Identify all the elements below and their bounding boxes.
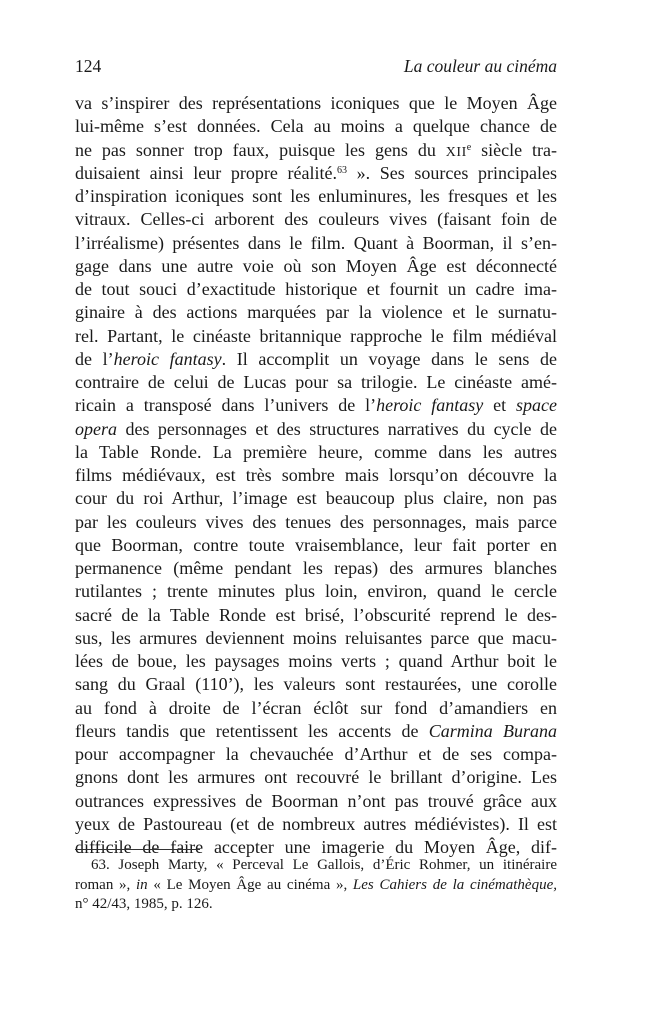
body-line: de tout souci d’exactitude historique et fournit un cadre ima- — [75, 279, 557, 299]
footnote-63-line — [75, 876, 557, 896]
running-header — [75, 56, 557, 80]
body-line: fleurs tandis que retentissent les accents de Carmina Burana — [75, 720, 557, 741]
body-text — [75, 92, 557, 859]
body-line: permanence (même pendant les repas) des armures blanches — [75, 558, 557, 578]
body-line: pour accompagner la chevauchée d’Arthur et de ses compa- — [75, 744, 557, 764]
footnote-separator — [75, 849, 200, 850]
body-line: films médiévaux, est très sombre mais lorsqu’on découvre la — [75, 465, 557, 485]
body-line: sus, les armures deviennent moins reluisantes parce que macu- — [75, 627, 557, 648]
body-line: yeux de Pastoureau (et de nombreux autres médiévistes). Il est — [75, 813, 557, 834]
body-line: au fond à droite de l’écran éclôt sur fond d’amandiers en — [75, 697, 557, 718]
body-line: ginaire à des actions marquées par la violence et le surnatu- — [75, 302, 557, 323]
body-line: vitraux. Celles-ci arborent des couleurs vives (faisant foin de — [75, 209, 557, 230]
body-line: l’irréalisme) présentes dans le film. Quant à Boorman, il s’en- — [75, 232, 557, 253]
body-line: la Table Ronde. La première heure, comme dans les autres — [75, 441, 557, 462]
body-line: va s’inspirer des représentations iconiques que le Moyen Âge — [75, 93, 557, 113]
body-line: ricain a transposé dans l’univers de l’heroic fantasy et space — [75, 395, 558, 416]
body-line: gnons dont les armures ont recouvré le brillant d’origine. Les — [75, 767, 557, 788]
body-line: par les couleurs vives des tenues des personnages, mais parce — [75, 511, 557, 532]
body-line: rutilantes ; trente minutes plus loin, environ, quand le cercle — [75, 581, 557, 602]
body-line: ne pas sonner trop faux, puisque les gens du XIIe siècle tra- — [75, 139, 557, 160]
body-line: lui-même s’est données. Cela au moins a quelque chance de — [75, 116, 557, 137]
body-line: sacré de la Table Ronde est brisé, l’obscurité reprend le des- — [75, 604, 557, 625]
footnotes — [75, 856, 557, 915]
body-line: lées de boue, les paysages moins verts ; quand Arthur boit le — [75, 651, 557, 671]
body-line: gage dans une autre voie où son Moyen Âge est déconnecté — [75, 255, 557, 276]
body-line: opera des personnages et des structures narratives du cycle de — [75, 418, 557, 439]
body-line: d’inspiration iconiques sont les enluminures, les fresques et les — [75, 186, 557, 206]
body-line: sang du Graal (110’), les valeurs sont restaurées, une corolle — [75, 674, 557, 695]
body-line: duisaient ainsi leur propre réalité.$^{63}$ ». Ses sources principales — [75, 162, 557, 183]
body-line: contraire de celui de Lucas pour sa trilogie. Le cinéaste amé- — [75, 372, 557, 392]
footnote-journal-title: Les Cahiers de la cinémathèque, — [352, 876, 557, 893]
footnote-text: roman », — [75, 876, 136, 893]
body-line: cour du roi Arthur, l’image est beaucoup plus claire, non pas — [75, 488, 557, 509]
body-line: rel. Partant, le cinéaste britannique rapproche le film médiéval — [75, 325, 557, 346]
body-line: outrances expressives de Boorman n’ont pas trouvé grâce aux — [75, 790, 557, 811]
footnote-63-line: n° 42/43, 1985, p. 126. — [75, 896, 213, 913]
running-title: La couleur au cinéma — [403, 56, 557, 76]
body-line: difficile de faire accepter une imagerie du Moyen Âge, dif- — [75, 837, 557, 857]
footnote-63-line: 63. Joseph Marty, « Perceval Le Gallois, d’Éric Rohmer, un itinéraire — [91, 857, 557, 873]
body-line: de l’heroic fantasy. Il accomplit un voyage dans le sens de — [75, 348, 558, 369]
footnote-text: « Le Moyen Âge au cinéma », — [147, 876, 353, 893]
footnote-italic: in — [136, 876, 148, 893]
page-number: 124 — [75, 56, 102, 76]
body-line: que Boorman, contre toute vraisemblance, leur fait porter en — [75, 534, 557, 555]
